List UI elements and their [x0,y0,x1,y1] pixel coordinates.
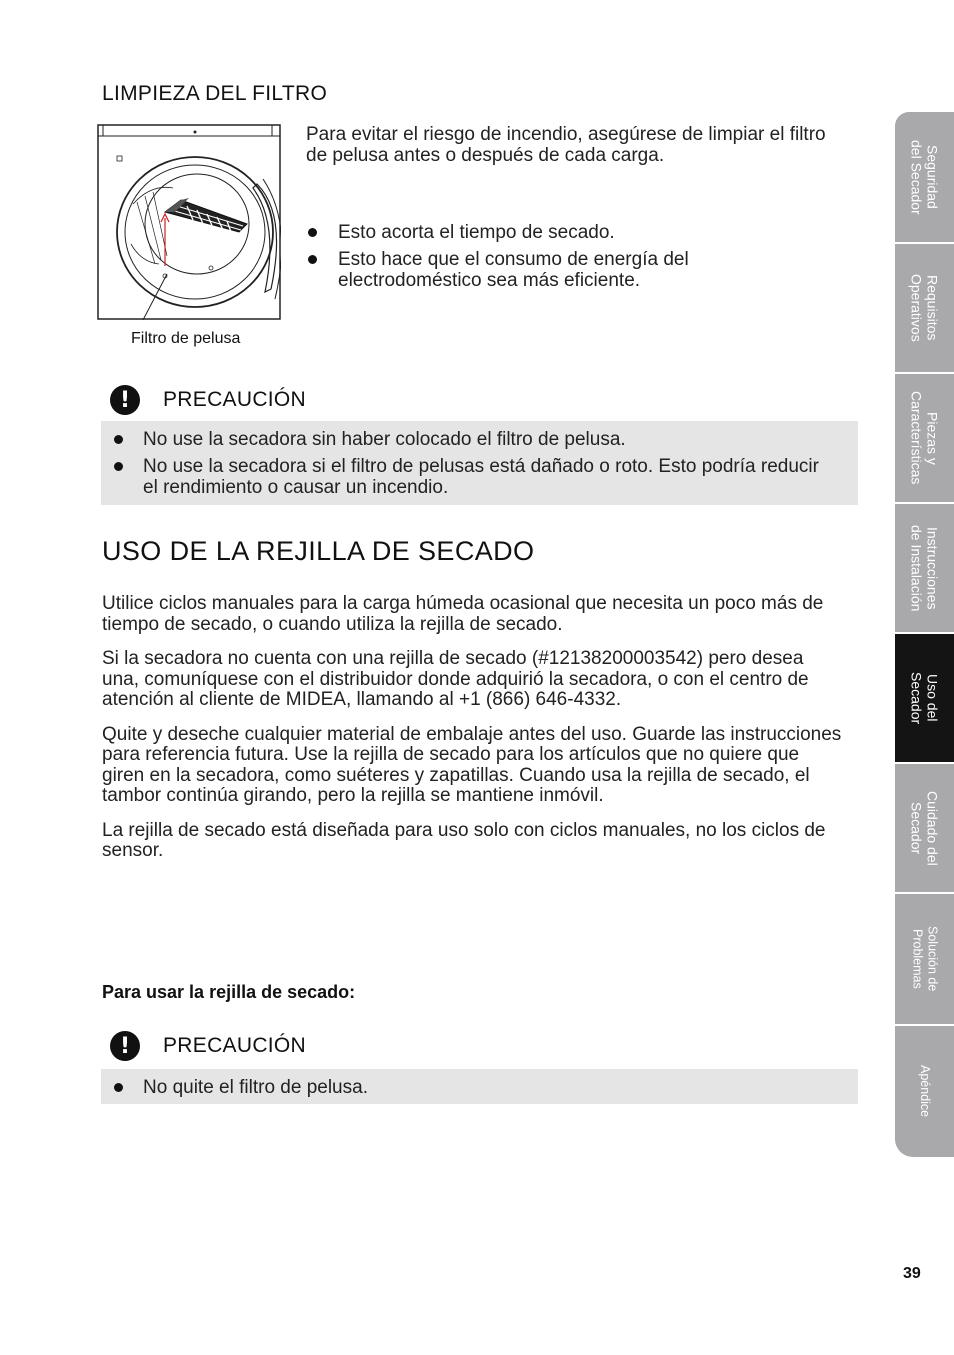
tab-label: Cuidado del Secador [908,790,941,866]
tab-requisitos[interactable] [895,242,954,372]
tab-piezas[interactable] [895,372,954,502]
tab-label: Instrucciones de Instalación [908,524,941,612]
caution-box [101,1069,858,1104]
tab-label: Seguridad del Secador [908,139,941,215]
tab-label: Piezas y Características [908,391,941,485]
paragraph: Si la secadora no cuenta con una rejilla de secado (#12138200003542) pero desea una, comuníquese con el distribuidor donde adquirió la secadora, o con el centro de atención al cliente de MIDEA, llamando al +1 (866) 646-4332. [102,648,809,710]
caution-header [110,385,306,415]
tab-seguridad[interactable] [895,112,954,242]
tab-cuidado[interactable] [895,762,954,892]
exclamation-icon: ! [110,1031,140,1061]
caution-header [110,1031,306,1061]
tab-label: Requisitos Operativos [908,274,941,342]
lint-benefits-list [306,222,826,297]
exclamation-icon: ! [110,385,140,415]
tab-label: Solución de Problemas [910,926,940,992]
tab-solucion[interactable] [895,892,954,1024]
lint-filter-heading: LIMPIEZA DEL FILTRO [102,82,328,105]
paragraph: La rejilla de secado está diseñada para uso solo con ciclos manuales, no los ciclos de sensor. [102,819,826,861]
tab-label: Apéndice [918,1065,932,1118]
paragraph: Quite y deseche cualquier material de embalaje antes del uso. Guarde las instrucciones para referencia futura. Use la rejilla de secado para los artículos que no quiere que giren en la secadora, como suéteres y zapatillas. Cuando usa la rejilla de secado, el tambor continúa girando, pero la rejilla se mantiene inmóvil. [102,723,842,806]
rack-body-text [102,594,842,876]
paragraph: Utilice ciclos manuales para la carga húmeda ocasional que necesita un poco más de tiempo de secado, o cuando utiliza la rejilla de secado. [102,593,824,635]
list-item: Esto acorta el tiempo de secado. [306,222,826,243]
tab-apendice[interactable] [895,1024,954,1157]
tab-label: Uso del Secador [908,671,941,725]
caution-title: PRECAUCIÓN [163,388,307,411]
tab-instalacion[interactable] [895,502,954,632]
rack-subheading: Para usar la rejilla de secado: [102,982,356,1002]
chapter-tabs [895,112,954,1157]
list-item: No use la secadora sin haber colocado el filtro de pelusa. [112,429,838,450]
list-item: No quite el filtro de pelusa. [112,1077,838,1098]
caution-box [101,421,858,505]
list-item: No use la secadora si el filtro de pelusas está dañado o roto. Esto podría reducir el rendimiento o causar un incendio. [112,456,838,498]
figure-caption: Filtro de pelusa [131,330,241,347]
section-heading: USO DE LA REJILLA DE SECADO [102,536,535,566]
list-item: Esto hace que el consumo de energía del electrodoméstico sea más eficiente. [306,249,826,291]
lint-intro-text: Para evitar el riesgo de incendio, asegúrese de limpiar el filtro de pelusa antes o después de cada carga. [306,124,826,166]
dryer-illustration [97,124,281,320]
caution-title: PRECAUCIÓN [163,1034,307,1057]
tab-uso[interactable] [895,632,954,762]
page-number: 39 [903,1265,921,1282]
